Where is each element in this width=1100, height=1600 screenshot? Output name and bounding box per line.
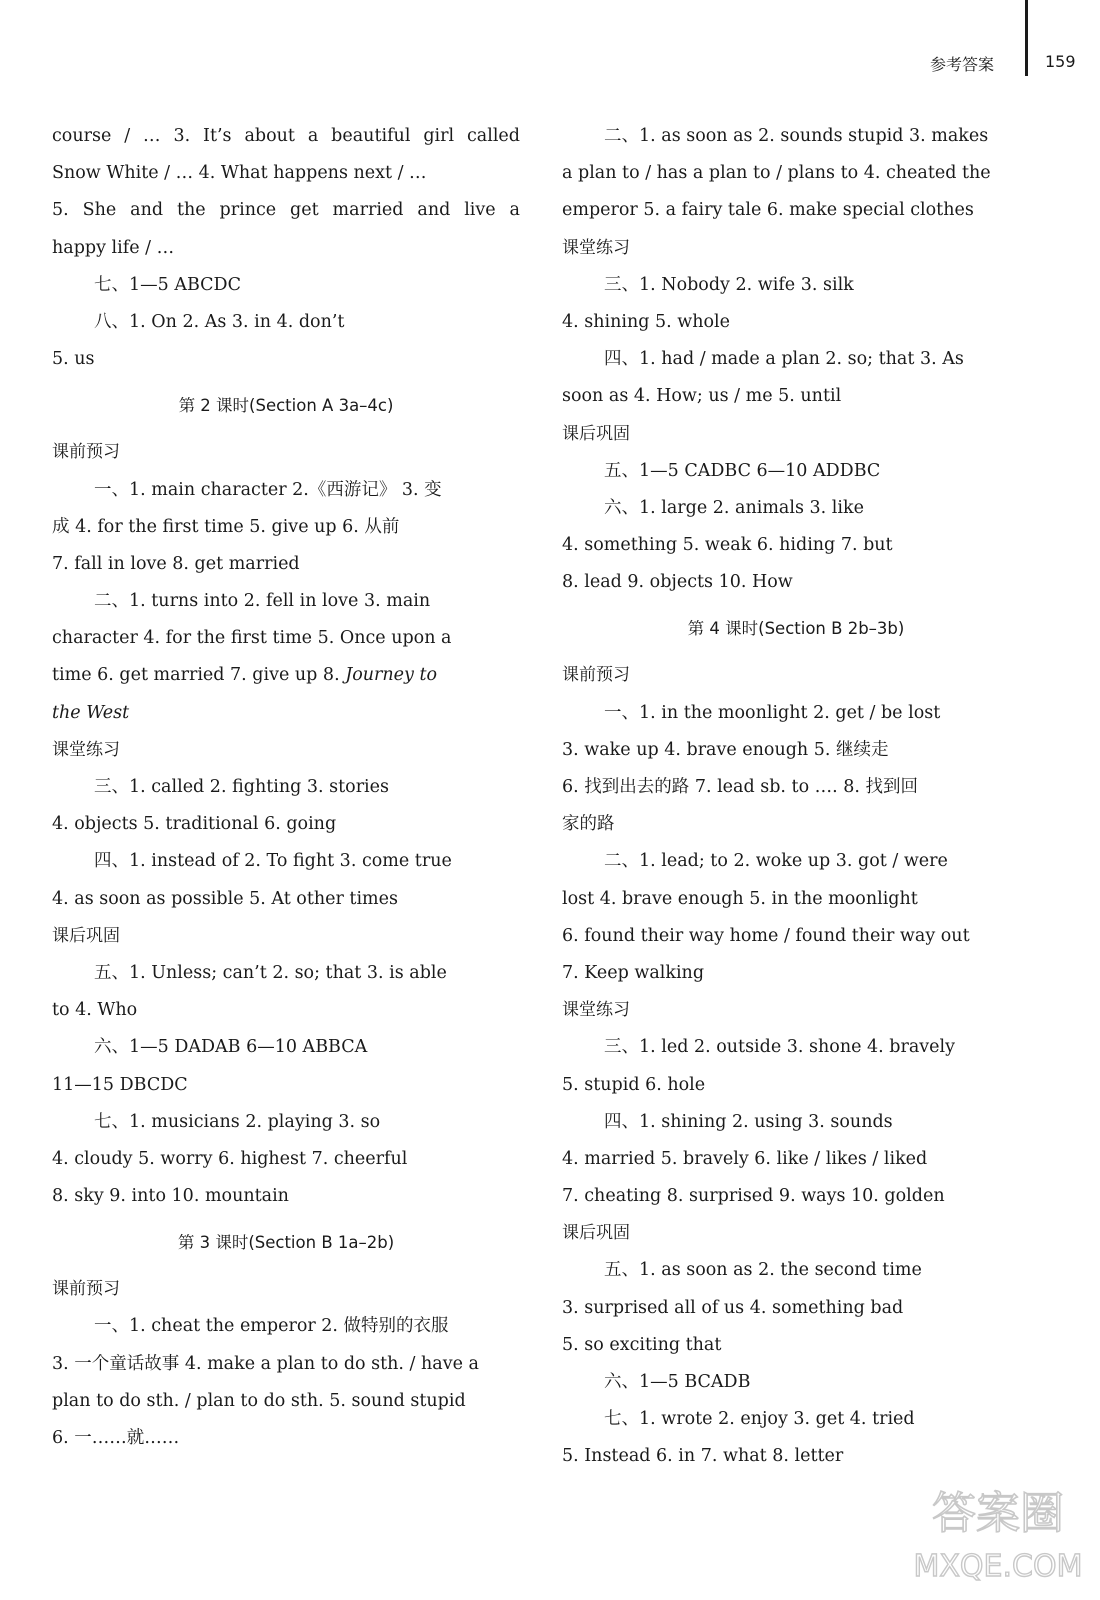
answer-line: 四、1. had / made a plan 2. so; that 3. As	[604, 349, 964, 370]
answer-line: 四、1. shining 2. using 3. sounds	[604, 1111, 893, 1132]
answer-line: course / … 3. It’s about a beautiful girl called	[52, 126, 520, 146]
answer-line: 一、1. main character 2.《西游记》 3. 变	[94, 479, 442, 500]
answer-line: 5. us	[52, 349, 95, 370]
answer-line: 6. 一……就……	[52, 1428, 180, 1448]
answer-line: 三、1. led 2. outside 3. shone 4. bravely	[604, 1037, 955, 1058]
answer-line: 二、1. turns into 2. fell in love 3. main	[94, 591, 431, 612]
answer-line: 5. She and the prince get married and live a	[52, 200, 520, 221]
answer-line: 五、1—5 CADBC 6—10 ADDBC	[604, 460, 881, 481]
answer-line: happy life / …	[52, 237, 175, 258]
section-heading: 课前预习	[562, 665, 630, 686]
answer-line: 4. married 5. bravely 6. like / likes / liked	[562, 1148, 928, 1169]
section-heading: 课前预习	[52, 1279, 120, 1300]
book-title: Journey to	[345, 665, 438, 686]
answer-line: 3. surprised all of us 4. something bad	[562, 1297, 904, 1318]
page-header	[0, 0, 1100, 90]
answer-line: 六、1—5 BCADB	[604, 1372, 751, 1392]
answer-line: 5. so exciting that	[562, 1334, 722, 1355]
answer-line: 3. 一个童话故事 4. make a plan to do sth. / have a	[52, 1353, 479, 1374]
answer-line: to 4. Who	[52, 1000, 138, 1021]
answer-line: emperor 5. a fairy tale 6. make special clothes	[562, 200, 974, 221]
page-number: 159	[1045, 52, 1076, 71]
answer-line: 五、1. Unless; can’t 2. so; that 3. is able	[94, 962, 447, 983]
answer-line: 6. 找到出去的路 7. lead sb. to …. 8. 找到回	[562, 777, 919, 797]
section-heading: 课堂练习	[52, 739, 120, 760]
answer-line: 5. stupid 6. hole	[562, 1074, 706, 1095]
lesson-heading: 第 2 课时(Section A 3a–4c)	[178, 396, 394, 416]
answer-line: 3. wake up 4. brave enough 5. 继续走	[562, 739, 889, 760]
answer-line: 4. objects 5. traditional 6. going	[52, 814, 337, 835]
answer-line: the West	[52, 702, 130, 723]
answer-line: 七、1. wrote 2. enjoy 3. get 4. tried	[604, 1409, 915, 1430]
answer-line: 家的路	[562, 814, 615, 835]
answer-line: 4. something 5. weak 6. hiding 7. but	[562, 535, 893, 556]
answer-line: 六、1—5 DADAB 6—10 ABBCA	[94, 1037, 368, 1058]
answer-line: 7. Keep walking	[562, 962, 705, 983]
answer-line: 11—15 DBCDC	[52, 1074, 188, 1095]
watermark-line1: 答案圈	[932, 1488, 1064, 1539]
answer-line: 三、1. Nobody 2. wife 3. silk	[604, 274, 854, 295]
answer-line: a plan to / has a plan to / plans to 4. cheated the	[562, 163, 991, 184]
answer-line: 六、1. large 2. animals 3. like	[604, 497, 864, 518]
answer-line: 6. found their way home / found their way out	[562, 925, 970, 946]
answer-line: 三、1. called 2. fighting 3. stories	[94, 777, 389, 797]
answer-line: 七、1. musicians 2. playing 3. so	[94, 1111, 381, 1132]
section-heading: 课后巩固	[562, 423, 630, 444]
answer-line: soon as 4. How; us / me 5. until	[562, 386, 842, 407]
answer-line: character 4. for the first time 5. Once upon a	[52, 628, 452, 649]
section-heading: 课堂练习	[562, 237, 630, 258]
section-heading: 课后巩固	[52, 925, 120, 946]
answer-line: 四、1. instead of 2. To fight 3. come true	[94, 851, 452, 872]
answer-line: 二、1. lead; to 2. woke up 3. got / were	[604, 851, 948, 872]
answer-line: 8. lead 9. objects 10. How	[562, 572, 793, 593]
section-heading: 课堂练习	[562, 1000, 630, 1021]
lesson-heading: 第 4 课时(Section B 2b–3b)	[687, 619, 905, 639]
answer-line: 7. fall in love 8. get married	[52, 553, 300, 574]
lesson-heading: 第 3 课时(Section B 1a–2b)	[177, 1233, 395, 1253]
answer-line: plan to do sth. / plan to do sth. 5. sound stupid	[52, 1390, 466, 1411]
answer-line: 4. cloudy 5. worry 6. highest 7. cheerful	[52, 1148, 408, 1169]
section-heading: 课后巩固	[562, 1223, 630, 1244]
answer-line: 五、1. as soon as 2. the second time	[604, 1260, 922, 1281]
answer-line: 七、1—5 ABCDC	[94, 274, 241, 295]
answer-line: 成 4. for the first time 5. give up 6. 从前	[52, 516, 400, 537]
answer-line: 一、1. in the moonlight 2. get / be lost	[604, 702, 941, 723]
watermark-line2: MXQE.COM	[913, 1549, 1083, 1584]
answer-line: 4. shining 5. whole	[562, 311, 731, 332]
answer-line: 二、1. as soon as 2. sounds stupid 3. makes	[604, 126, 989, 146]
answer-line: 7. cheating 8. surprised 9. ways 10. golden	[562, 1186, 945, 1207]
watermark-logo	[908, 1478, 1088, 1588]
answer-line: 8. sky 9. into 10. mountain	[52, 1186, 289, 1207]
answer-line: 4. as soon as possible 5. At other times	[52, 888, 398, 909]
answer-line: lost 4. brave enough 5. in the moonlight	[562, 888, 918, 909]
header-rule	[1025, 0, 1028, 76]
section-heading: 课前预习	[52, 442, 120, 463]
answer-line	[52, 657, 520, 694]
header-title: 参考答案	[930, 55, 995, 74]
answer-line: Snow White / … 4. What happens next / …	[52, 163, 427, 184]
left-column	[52, 118, 520, 1457]
right-column	[562, 118, 1030, 1476]
answer-line: 一、1. cheat the emperor 2. 做特别的衣服	[94, 1316, 449, 1337]
answer-text: time 6. get married 7. give up 8.	[52, 665, 340, 686]
answer-line: 5. Instead 6. in 7. what 8. letter	[562, 1446, 844, 1467]
answer-line: 八、1. On 2. As 3. in 4. don’t	[94, 311, 345, 332]
